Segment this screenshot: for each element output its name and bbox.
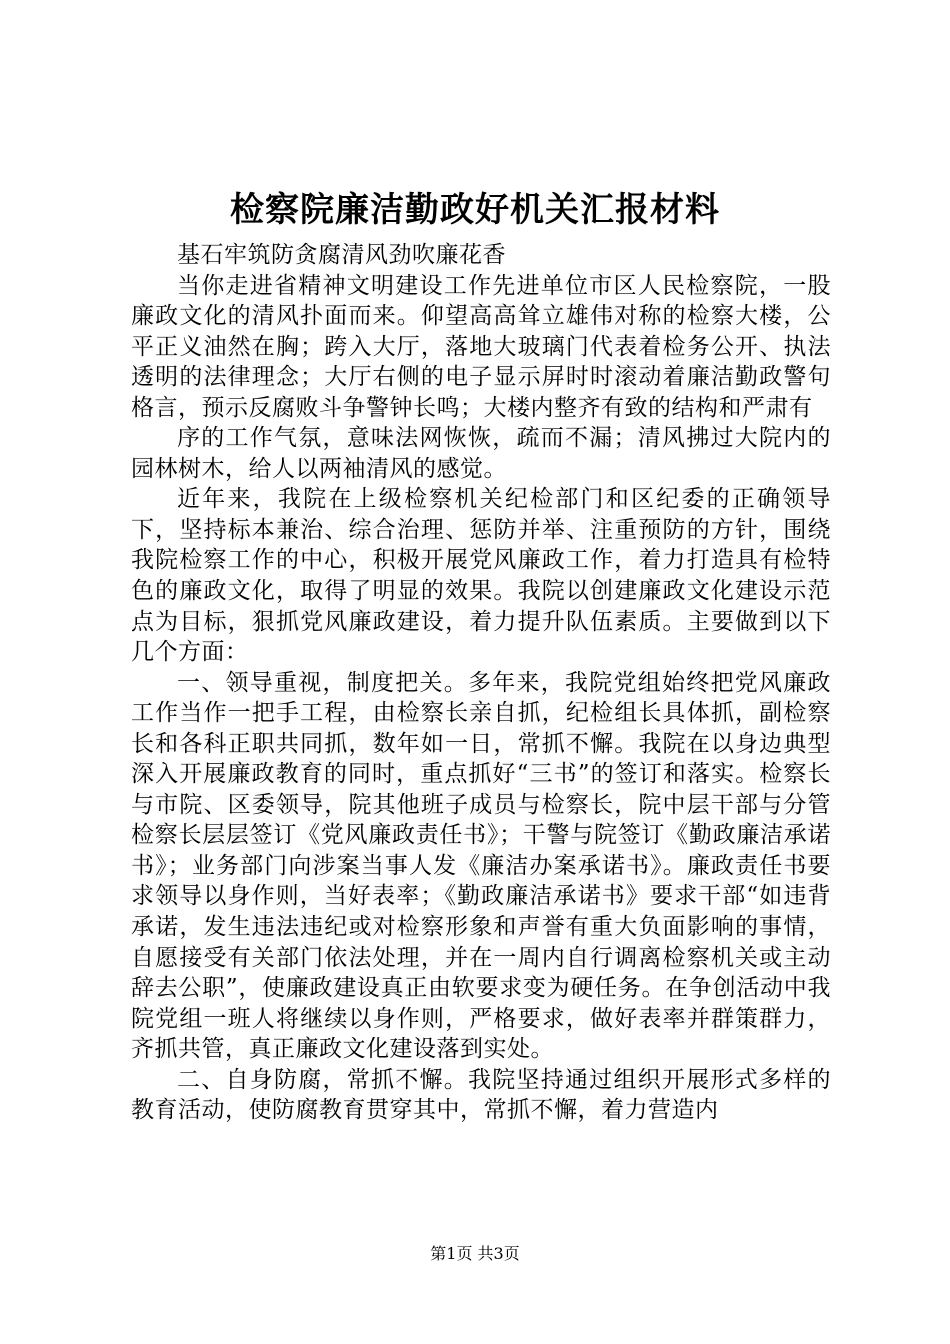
document-title: 检察院廉洁勤政好机关汇报材料 <box>230 190 720 230</box>
page-footer: 第1页 共3页 <box>430 1244 520 1263</box>
paragraph-subtitle: 基石牢筑防贪腐清风劲吹廉花香 <box>177 242 506 268</box>
paragraph-section-one: 一、领导重视，制度把关。多年来，我院党组始终把党风廉政工作当作一把手工程，由检察长亲自抓，纪检组长具体抓，副检察长和各科正职共同抓，数年如一日，常抓不懈。我院在以身边典型深入开展廉政教育的同时，重点抓好“三书”的签订和落实。检察长与市院、区委领导，院其他班子成员与检察长，院中层干部与分管检察长层层签订《党风廉政责任书》；干警与院签订《勤政廉洁承诺书》；业务部门向涉案当事人发《廉洁办案承诺书》。廉政责任书要求领导以身作则，当好表率；《勤政廉洁承诺书》要求干部“如违背承诺，发生违法违纪或对检察形象和声誉有重大负面影响的事情，自愿接受有关部门依法处理，并在一周内自行调离检察机关或主动辞去公职”，使廉政建设真正由软要求变为硬任务。在争创活动中我院党组一班人将继续以身作则，严格要求，做好表率并群策群力，齐抓共管，真正廉政文化建设落到实处。 <box>131 669 831 1063</box>
paragraph-overview: 近年来，我院在上级检察机关纪检部门和区纪委的正确领导下，坚持标本兼治、综合治理、惩防并举、注重预防的方针，围绕我院检察工作的中心，积极开展党风廉政工作，着力打造具有检特色的廉政文化，取得了明显的效果。我院以创建廉政文化建设示范点为目标，狠抓党风廉政建设，着力提升队伍素质。主要做到以下几个方面： <box>131 486 831 666</box>
document-body <box>131 240 831 1126</box>
paragraph-intro: 当你走进省精神文明建设工作先进单位市区人民检察院，一股廉政文化的清风扑面而来。仰望高高耸立雄伟对称的检察大楼，公平正义油然在胸；跨入大厅，落地大玻璃门代表着检务公开、执法透明的法律理念；大厅右侧的电子显示屏时时滚动着廉洁勤政警句格言，预示反腐败斗争警钟长鸣；大楼内整齐有致的结构和严肃有 <box>131 272 831 421</box>
paragraph-intro-continued: 序的工作气氛，意味法网恢恢，疏而不漏；清风拂过大院内的园林树木，给人以两袖清风的感觉。 <box>131 425 831 482</box>
paragraph-section-two: 二、自身防腐，常抓不懈。我院坚持通过组织开展形式多样的教育活动，使防腐教育贯穿其中，常抓不懈，着力营造内 <box>131 1066 831 1124</box>
